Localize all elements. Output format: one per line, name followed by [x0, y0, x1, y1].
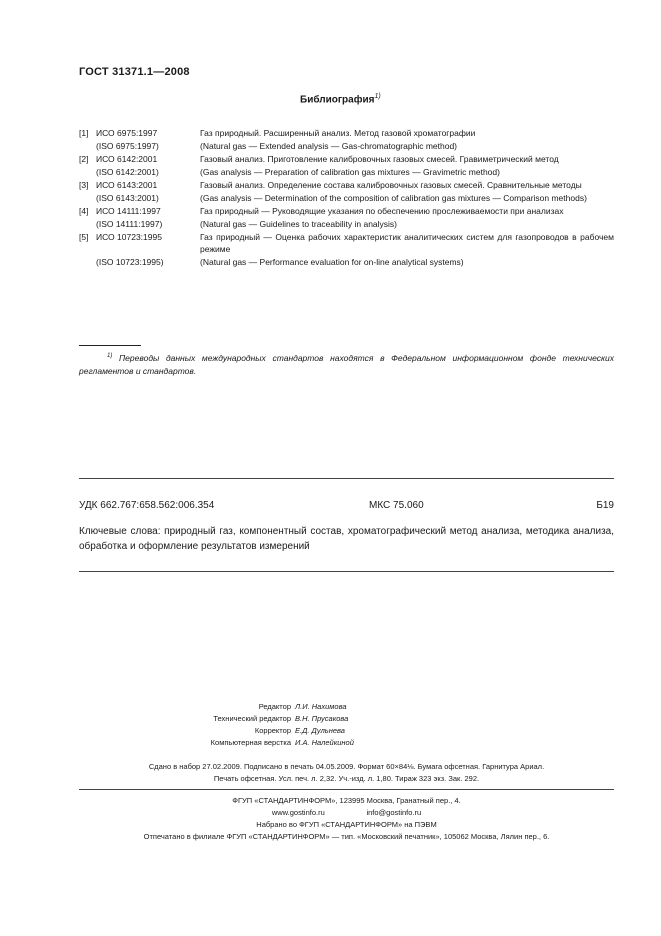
- publisher-web: www.gostinfo.ru info@gostinfo.ru: [271, 808, 422, 817]
- entry-number: [79, 219, 96, 231]
- standard-number: ГОСТ 31371.1—2008: [79, 66, 190, 78]
- entry-standard-code: (ISO 6142:2001): [96, 167, 159, 177]
- credit-name: И.А. Налейкиной: [295, 738, 354, 747]
- credit-role: Редактор: [258, 702, 291, 711]
- footnote-divider: [79, 345, 141, 346]
- credit-row: [0, 725, 661, 737]
- footnote-text: Переводы данных международных стандартов находятся в Федеральном информационном фонде технических регламентов и стандартов.: [79, 352, 614, 376]
- classification-row: [79, 500, 614, 511]
- entry-title: Газовый анализ. Приготовление калибровочных газовых смесей. Гравиметрический метод: [200, 154, 559, 164]
- entry-number: [4]: [79, 206, 89, 216]
- bibliography-entry: [79, 219, 614, 231]
- entry-title: Газ природный — Руководящие указания по обеспечению прослеживаемости при анализах: [200, 206, 564, 216]
- entry-title: Газ природный — Оценка рабочих характеристик аналитических систем для газопроводов в рабочем режиме: [200, 232, 614, 254]
- credit-row: [0, 701, 661, 713]
- entry-number: [79, 141, 96, 153]
- bibliography-entry: [79, 141, 614, 153]
- entry-standard-code: (ISO 10723:1995): [96, 256, 164, 267]
- entry-title: Газовый анализ. Определение состава калибровочных газовых смесей. Сравнительные методы: [200, 180, 582, 190]
- entry-number: [79, 167, 96, 179]
- credit-row: [0, 737, 661, 749]
- entry-number: [79, 193, 96, 205]
- entry-standard-code: (ISO 6975:1997): [96, 141, 159, 151]
- divider-top: [79, 478, 614, 479]
- entry-standard-code: ИСО 10723:1995: [96, 232, 162, 242]
- printing-line: Печать офсетная. Усл. печ. л. 2,32. Уч.-изд. л. 1,80. Тираж 323 экз. Зак. 292.: [213, 774, 480, 783]
- footnote-marker: 1): [107, 353, 113, 359]
- publisher-typeset: Набрано во ФГУП «СТАНДАРТИНФОРМ» на ПЭВМ: [256, 820, 437, 829]
- credit-name: Е.Д. Дульнева: [295, 726, 345, 735]
- udk-code: УДК 662.767:658.562:006.354: [79, 500, 215, 511]
- bibliography-entry: [79, 206, 614, 218]
- credit-role: Технический редактор: [213, 714, 291, 723]
- entry-standard-code: (ISO 14111:1997): [96, 219, 163, 229]
- entry-standard-code: ИСО 6143:2001: [96, 180, 158, 190]
- publisher-printed: Отпечатано в филиале ФГУП «СТАНДАРТИНФОРМ» — тип. «Московский печатник», 105062 Москва, Лялин пер., 6.: [143, 832, 550, 841]
- publisher-details: [79, 795, 614, 843]
- entry-number: [5]: [79, 232, 89, 242]
- mks-code: МКС 75.060: [369, 500, 424, 511]
- entry-standard-code: ИСО 6975:1997: [96, 128, 158, 138]
- group-code: Б19: [596, 500, 614, 511]
- entry-standard-code: (ISO 6143:2001): [96, 193, 159, 203]
- credits-block: [0, 701, 661, 749]
- divider-bottom: [79, 571, 614, 572]
- bibliography-entry: [79, 193, 614, 205]
- entry-title: (Natural gas — Performance evaluation for on-line analytical systems): [200, 256, 464, 267]
- bibliography-entry: [79, 257, 614, 269]
- divider-imprint: [79, 789, 614, 790]
- entry-standard-code: ИСО 14111:1997: [96, 206, 161, 216]
- footnote-marker: 1): [374, 93, 381, 100]
- credit-role: Компьютерная верстка: [210, 738, 291, 747]
- credit-name: Л.И. Нахимова: [295, 702, 347, 711]
- publisher-address: ФГУП «СТАНДАРТИНФОРМ», 123995 Москва, Гранатный пер., 4.: [232, 796, 461, 805]
- entry-title: Газ природный. Расширенный анализ. Метод газовой хроматографии: [200, 128, 476, 138]
- entry-number: [1]: [79, 128, 89, 138]
- bibliography-title: [300, 93, 381, 105]
- entry-title: (Gas analysis — Preparation of calibration gas mixtures — Gravimetric method): [200, 167, 500, 177]
- printing-line: Сдано в набор 27.02.2009. Подписано в печать 04.05.2009. Формат 60×84⅛. Бумага офсетная. Гарнитура Ариал.: [148, 762, 545, 771]
- printing-details: [79, 761, 614, 785]
- bibliography-entry: [79, 180, 614, 192]
- entry-title: (Gas analysis — Determination of the composition of calibration gas mixtures — Comparison methods): [200, 193, 587, 203]
- entry-standard-code: ИСО 6142:2001: [96, 154, 158, 164]
- entry-title: (Natural gas — Guidelines to traceability in analysis): [200, 219, 398, 229]
- entry-number: [2]: [79, 154, 89, 164]
- keywords: Ключевые слова: природный газ, компонентный состав, хроматографический метод анализа, методика анализа, обработка и оформление результатов измерений: [79, 526, 614, 552]
- bibliography-entry: [79, 128, 614, 140]
- credit-role: Корректор: [254, 726, 291, 735]
- bibliography-entry: [79, 154, 614, 166]
- credit-name: В.Н. Прусакова: [295, 714, 349, 723]
- credit-row: [0, 713, 661, 725]
- entry-title: (Natural gas — Extended analysis — Gas-chromatographic method): [200, 141, 458, 151]
- bibliography-entry: [79, 232, 614, 255]
- bibliography-entry: [79, 167, 614, 179]
- entry-number: [3]: [79, 180, 89, 190]
- bibliography-list: [79, 128, 614, 270]
- bibliography-title-text: Библиография: [300, 94, 375, 106]
- entry-number: [79, 257, 96, 269]
- footnote: [79, 350, 614, 378]
